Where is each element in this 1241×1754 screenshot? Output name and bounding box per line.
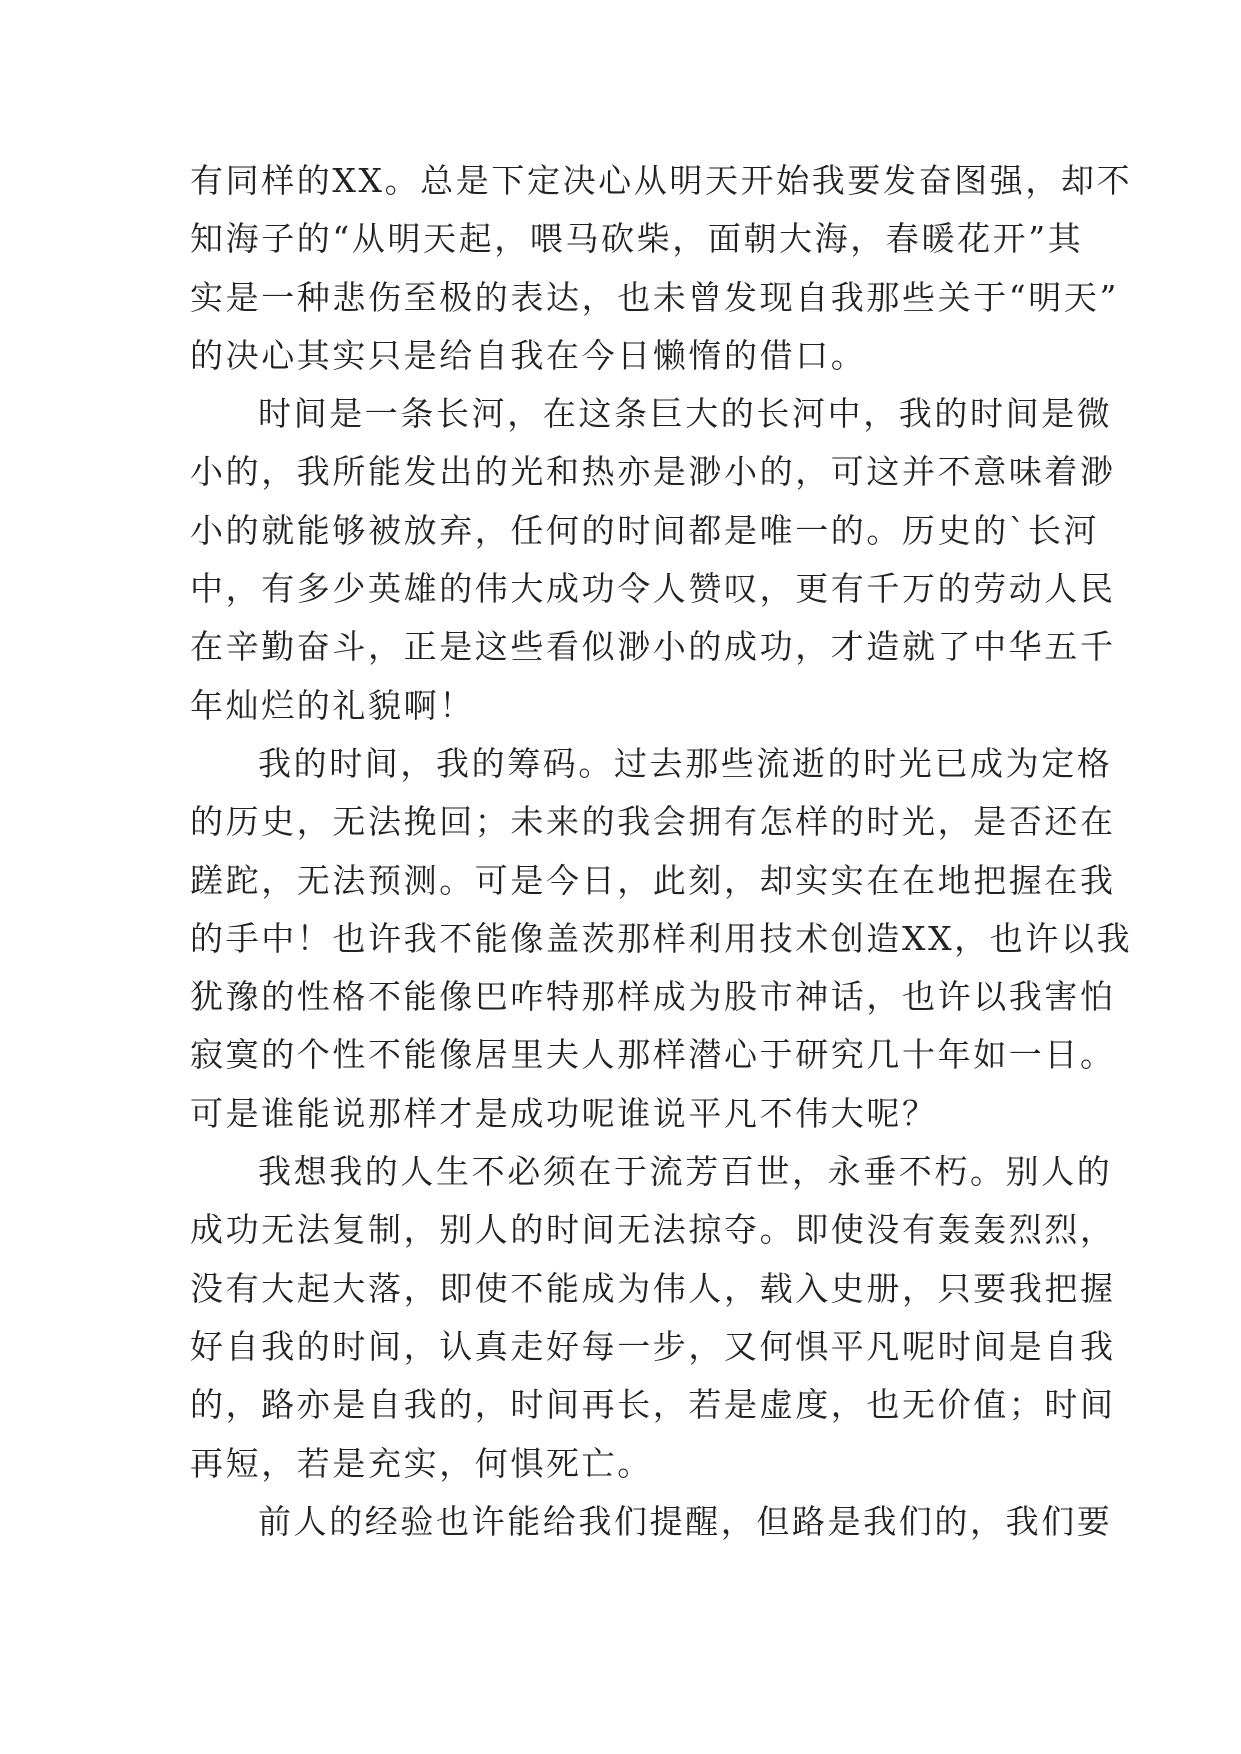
text-line: 的决心其实只是给自我在今日懒惰的借口。	[190, 335, 867, 375]
paragraph-2	[190, 385, 1116, 735]
text-line: 我想我的人生不必须在于流芳百世，永垂不朽。别人的	[258, 1152, 1113, 1192]
paragraph-5	[190, 1493, 1113, 1551]
text-line: 好自我的时间，认真走好每一步，又何惧平凡呢时间是自我	[190, 1326, 1116, 1366]
text-line: 时间是一条长河，在这条巨大的长河中，我的时间是微	[258, 394, 1113, 434]
text-line: 的，路亦是自我的，时间再长，若是虚度，也无价值；时间	[190, 1385, 1116, 1425]
text-line: 小的，我所能发出的光和热亦是渺小的，可这并不意味着渺	[190, 452, 1116, 492]
paragraph-3	[190, 735, 1133, 1143]
text-line: 我的时间，我的筹码。过去那些流逝的时光已成为定格	[258, 743, 1113, 783]
text-line: 中，有多少英雄的伟大成功令人赞叹，更有千万的劳动人民	[190, 569, 1116, 609]
text-line: 没有大起大落，即使不能成为伟人，载入史册，只要我把握	[190, 1268, 1116, 1308]
text-line: 有同样的XX。总是下定决心从明天开始我要发奋图强，却不	[190, 161, 1133, 200]
text-line: 小的就能够被放弃，任何的时间都是唯一的。历史的`长河	[190, 510, 1100, 550]
text-line: 在辛勤奋斗，正是这些看似渺小的成功，才造就了中华五千	[190, 627, 1116, 667]
text-line: 前人的经验也许能给我们提醒，但路是我们的，我们要	[258, 1501, 1113, 1541]
paragraph-4	[190, 1143, 1116, 1493]
text-line: 成功无法复制，别人的时间无法掠夺。即使没有轰轰烈烈，	[190, 1210, 1116, 1250]
text-line: 的手中！也许我不能像盖茨那样利用技术创造XX，也许以我	[190, 918, 1133, 958]
text-line: 再短，若是充实，何惧死亡。	[190, 1443, 653, 1483]
text-line: 知海子的“从明天起，喂马砍柴，面朝大海，春暖花开”其	[190, 219, 1084, 259]
text-line: 实是一种悲伤至极的表达，也未曾发现自我那些关于“明天”	[190, 277, 1119, 317]
text-line: 的历史，无法挽回；未来的我会拥有怎样的时光，是否还在	[190, 802, 1116, 842]
text-line: 寂寞的个性不能像居里夫人那样潜心于研究几十年如一日。	[190, 1035, 1116, 1075]
text-line: 蹉跎，无法预测。可是今日，此刻，却实实在在地把握在我	[190, 860, 1116, 900]
text-line: 犹豫的性格不能像巴咋特那样成为股市神话，也许以我害怕	[190, 977, 1116, 1017]
text-line: 年灿烂的礼貌啊！	[190, 685, 475, 725]
paragraph-1	[190, 152, 1133, 385]
text-line: 可是谁能说那样才是成功呢谁说平凡不伟大呢？	[190, 1093, 938, 1133]
document-body	[190, 152, 1133, 1551]
